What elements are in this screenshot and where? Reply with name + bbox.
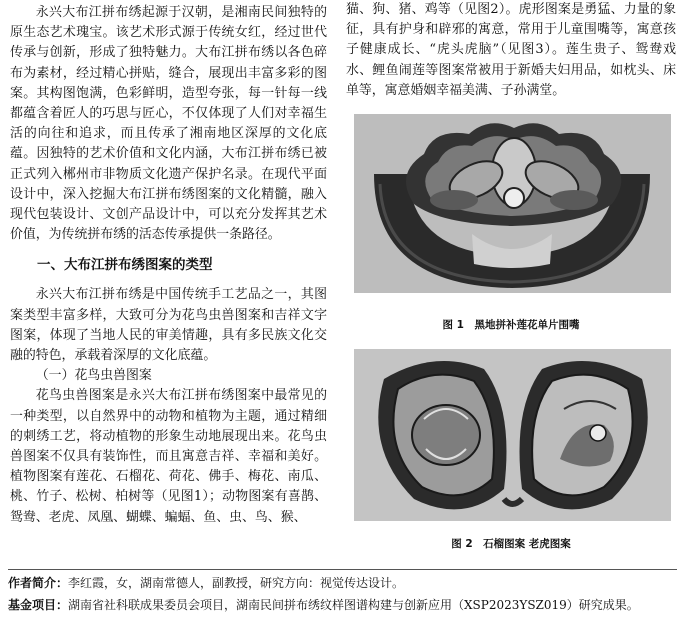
intro-paragraph: 永兴大布江拼布绣起源于汉朝，是湘南民间独特的原生态艺术瑰宝。该艺术形式源于传统女红，经过世代传承与创新，形成了独特魅力。大布江拼布绣以各色碎布为素材，经过精心拼贴，缝合，展现出丰富多彩的图案。其构图饱满，色彩鲜明，造型夸张，每一针每一线都蕴含着匠人的巧思与匠心，不仅体现了人们对幸福生活的向往和追求，而且传承了湘南地区深厚的文化底蕴。因独特的艺术价值和文化内涵，大布江拼布绣已被正式列入郴州市非物质文化遗产保护名录。在现代平面设计中，深入挖掘大布江拼布绣图案的文化精髓，融入现代包装设计、文创产品设计中，可以充分发挥其艺术价值，为传统拼布绣的活态传承提供一条路径。 xyxy=(10,5,327,243)
figure-2-image xyxy=(354,349,671,521)
flora-fauna-paragraph: 花鸟虫兽图案是永兴大布江拼布绣图案中最常见的一种类型，以自然界中的动物和植物为主题，通过精细的刺绣工艺，将动植物的形象生动地展现出来。花鸟虫兽图案不仅具有装饰性，而且寓意吉祥、幸福和美好。植物图案有莲花、石榴花、荷花、佛手、梅花、南瓜、桃、竹子、松树、柏树等（见图1）；动物图案有喜鹊、鸳鸯、老虎、凤凰、蝴蝶、蝙蝠、鱼、虫、鸟、猴、 xyxy=(10,388,327,525)
figure-1-caption: 图 1 黑地拼补莲花单片围嘴 xyxy=(442,319,580,331)
section-heading: 一、大布江拼布绣图案的类型 xyxy=(37,257,213,274)
subsection-heading: （一）花鸟虫兽图案 xyxy=(35,368,152,384)
continued-paragraph: 猫、狗、猪、鸡等（见图2）。虎形图案是勇猛、力量的象征，具有护身和辟邪的寓意，常用于儿童围嘴等，寓意孩子健康成长、“虎头虎脑”（见图3）。莲生贵子、鸳鸯戏水、鲤鱼闹莲等图案常被用于新婚夫妇用品，如枕头、床单等，寓意婚姻幸福美满、子孙满堂。 xyxy=(346,2,676,98)
right-column xyxy=(346,0,676,101)
author-note xyxy=(8,574,677,592)
fund-note xyxy=(8,596,677,614)
fund-text: 湖南省社科联成果委员会项目，湖南民间拼布绣纹样图谱构建与创新应用（XSP2023YSZ019）研究成果。 xyxy=(68,598,639,612)
figure-2-caption: 图 2 石榴图案 老虎图案 xyxy=(451,538,571,550)
fund-label: 基金项目： xyxy=(8,598,69,612)
footnote-divider xyxy=(8,569,677,570)
types-paragraph: 永兴大布江拼布绣是中国传统手工艺品之一，其图案类型丰富多样，大致可分为花鸟虫兽图案和吉祥文字图案，体现了当地人民的审美情趣，具有多民族文化交融的特色，承载着深厚的文化底蕴。 xyxy=(10,287,327,364)
author-label: 作者简介： xyxy=(8,576,69,590)
left-column xyxy=(10,0,327,528)
figure-1-image xyxy=(354,114,671,293)
author-text: 李红霞，女，湖南常德人，副教授，研究方向：视觉传达设计。 xyxy=(68,576,405,590)
